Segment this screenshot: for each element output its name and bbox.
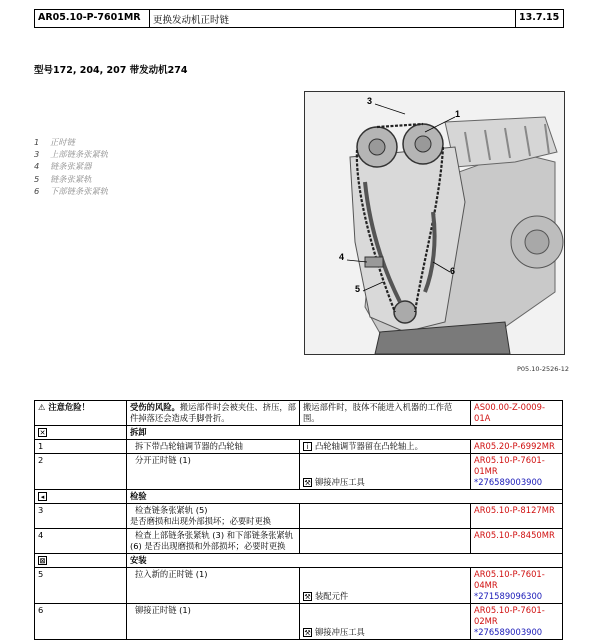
callout-5: 5: [355, 284, 361, 294]
tool-link[interactable]: *271589096300: [474, 591, 543, 601]
procedure-table: [34, 400, 563, 640]
ref-link[interactable]: AR05.10-P-7601-04MR: [474, 569, 545, 590]
section-remove: ✕ 拆卸: [35, 426, 563, 440]
document-header: [34, 9, 564, 28]
callout-4: 4: [339, 252, 345, 262]
tool-icon: ⚒: [304, 629, 311, 637]
doc-date: 13.7.15: [519, 12, 560, 23]
ref-link[interactable]: AR05.10-P-7601-02MR: [474, 605, 545, 626]
danger-ref-link[interactable]: AS00.00-Z-0009-01A: [471, 401, 563, 426]
tool-icon: ⚒: [304, 479, 311, 487]
legend-item: 5 链条张紧轨: [34, 173, 92, 184]
danger-row: ⚠ 注意危险！ 受伤的风险。搬运部件时会被夹住、挤压，部件掉落还会造成手脚骨折。 搬运部件时，肢体不能进入机器的工作范围。 AS00.00-Z-0009-01A: [35, 401, 563, 426]
table-row: 3 检查链条张紧轨 (5) 是否磨损和出现外部损坏；必要时更换 AR05.10-P-8127MR: [35, 504, 563, 529]
table-row: 2 分开正时链 (1) ⚒ 铆接冲压工具 AR05.10-P-7601-01MR *276589003900: [35, 454, 563, 490]
ref-link[interactable]: AR05.10-P-7601-01MR: [474, 455, 545, 476]
table-row: 6 铆接正时链 (1) ⚒ 铆接冲压工具 AR05.10-P-7601-02MR *276589003900: [35, 604, 563, 640]
model-line: 型号172, 204, 207 带发动机274: [34, 65, 188, 76]
tool-link[interactable]: *276589003900: [474, 627, 543, 637]
callout-6: 6: [450, 266, 456, 276]
ref-link[interactable]: AR05.10-P-8127MR: [471, 504, 563, 529]
callout-1: 1: [455, 109, 461, 119]
table-row: 1 拆下带凸轮轴调节器的凸轮轴 i 凸轮轴调节器留在凸轮轴上。 AR05.20-P-6992MR: [35, 440, 563, 454]
ref-link[interactable]: AR05.20-P-6992MR: [471, 440, 563, 454]
callout-3: 3: [367, 96, 373, 106]
inspect-icon: ◂: [38, 492, 47, 501]
tool-link[interactable]: *276589003900: [474, 477, 543, 487]
legend-item: 4 链条张紧器: [34, 161, 92, 172]
figure-caption: P05.10-2526-12: [517, 365, 570, 373]
table-row: 5 拉入新的正时链 (1) ⚒ 装配元件 AR05.10-P-7601-04MR *271589096300: [35, 568, 563, 604]
warning-triangle-icon: ⚠: [38, 402, 46, 412]
figure-legend: [34, 136, 108, 197]
table-row: 4 检查上部链条张紧轨 (3) 和下部链条张紧轨 (6) 是否出现磨损和外部损坏；必要时更换 AR05.10-P-8450MR: [35, 529, 563, 554]
doc-code: AR05.10-P-7601MR: [35, 10, 150, 27]
legend-item: 3 上部链条张紧轨: [34, 149, 109, 160]
section-inspect: ◂ 检验: [35, 490, 563, 504]
legend-item: 6 下部链条张紧轨: [34, 185, 109, 196]
section-install: ⊠ 安装: [35, 554, 563, 568]
install-icon: ⊠: [39, 557, 46, 565]
engine-timing-chain-figure: [304, 91, 565, 355]
engine-illustration: [305, 92, 564, 354]
remove-icon: ✕: [39, 429, 46, 437]
tool-icon: ⚒: [304, 593, 311, 601]
info-icon: i: [303, 442, 312, 451]
doc-title: 更换发动机正时链: [150, 10, 516, 27]
ref-link[interactable]: AR05.10-P-8450MR: [471, 529, 563, 554]
legend-item: 1 正时链: [34, 137, 75, 147]
